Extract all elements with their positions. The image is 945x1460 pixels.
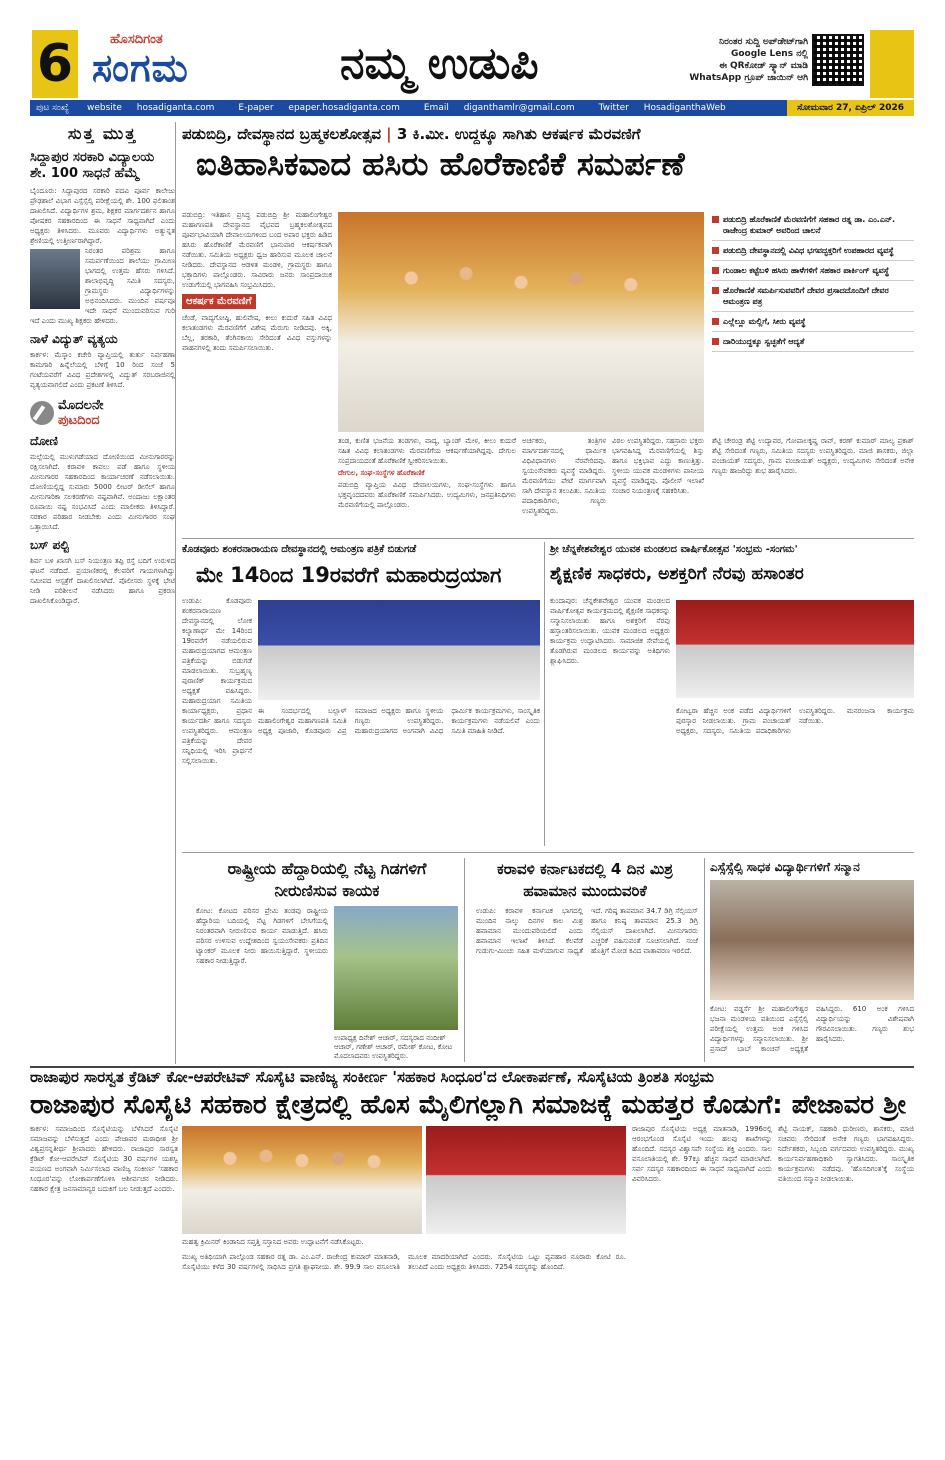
lead-headline[interactable]: ಐತಿಹಾಸಿಕವಾದ ಹಸಿರು ಹೊರೆಕಾಣಿಕೆ ಸಮರ್ಪಣೆ — [196, 145, 685, 183]
highlight-text: ಪಡುಬಿದ್ರಿ ದೇವಸ್ಥಾನದಲ್ಲಿ ವಿವಿಧ ಭಗವದ್ಭಕ್ತರಿಗೆ ಉಪಹಾರದ ವ್ಯವಸ್ಥೆ — [723, 246, 894, 255]
badge-line-1: ಮೊದಲನೇ — [58, 398, 104, 413]
qr-text-line: ನಿರಂತರ ಸುದ್ದಿ ಅಪ್‌ಡೇಟ್‌ಗಾಗಿ — [719, 37, 808, 47]
banner-headline[interactable]: ರಾಜಾಪುರ ಸೊಸೈಟಿ ಸಹಕಾರ ಕ್ಷೇತ್ರದಲ್ಲಿ ಹೊಸ ಮೈಲಿಗಲ್ಲಾಗಿ ಸಮಾಜಕ್ಕೆ ಮಹತ್ತರ ಕೊಡುಗೆ: ಪೇಜಾವರ ಶ್ರೀ — [30, 1090, 906, 1120]
story-a-headline[interactable]: ಮೇ 14ರಿಂದ 19ರವರೆಗೆ ಮಹಾರುದ್ರಯಾಗ — [196, 563, 502, 587]
story-a-body: ಉಡುಪಿ: ಕೊಡವೂರು ಶಂಕರನಾರಾಯಣ ದೇವಸ್ಥಾನದಲ್ಲಿ ಲೋಕ ಕಲ್ಯಾಣಾರ್ಥ ಮೇ 14ರಿಂದ 19ರವರೆಗೆ ನಡೆಯಲಿರುವ ಮಹಾರುದ್ರಯಾಗದ ಆಮಂತ್ರಣ ಪತ್ರಿಕೆಯನ್ನು ಬಿಡುಗಡೆ ಮಾಡಲಾಯಿತು. ಸುಬ್ರಹ್ಮಣ್ಯ ಪುರಾಣಿಕ್ ಕಾರ್ಯಕ್ರಮದ ಅಧ್ಯಕ್ಷತೆ ವಹಿಸಿದ್ದರು. ಮಹಾರುದ್ರಯಾಗ ಸಮಿತಿಯ ಕಾರ್ಯಾಧ್ಯಕ್ಷರು, ಪ್ರಧಾನ ಕಾರ್ಯದರ್ಶಿ ಹಾಗೂ ಸದಸ್ಯರು ಉಪಸ್ಥಿತರಿದ್ದರು. ಆಮಂತ್ರಣ ಪತ್ರಿಕೆಯನ್ನು ದೇವರ ಸನ್ನಿಧಿಯಲ್ಲಿ ಇರಿಸಿ ಪ್ರಾರ್ಥನೆ ಸಲ್ಲಿಸಲಾಯಿತು. — [182, 597, 252, 765]
portrait-photo — [30, 249, 80, 309]
website-link[interactable]: hosadiganta.com — [136, 103, 215, 113]
highlight-text: ದಾರಿಯುದ್ದಕ್ಕೂ ಸ್ವಚ್ಛತೆಗೆ ಆದ್ಯತೆ — [723, 337, 805, 346]
story-body: ಮಲ್ಪೆಯಲ್ಲಿ ಮುಳುಗಡೆಯಾದ ದೋಣಿಯಿಂದ ಮೀನುಗಾರರನ್ನು ರಕ್ಷಿಸಲಾಗಿದೆ. ಕರಾವಳಿ ಕಾವಲು ಪಡೆ ಹಾಗೂ ಸ್ಥಳೀಯ ಮೀನುಗಾರರ ಸಹಕಾರದಿಂದ ಕಾರ್ಯಾಚರಣೆ ನಡೆಸಲಾಯಿತು. ದೋಣಿಯಲ್ಲಿದ್ದ ಸುಮಾರು 5000 ಲೀಟರ್ ಡೀಸೆಲ್ ಹಾಗೂ ಮೀನುಗಾರಿಕಾ ಸಲಕರಣೆಗಳು ನಷ್ಟವಾಗಿವೆ. ಅಂದಾಜು ಲಕ್ಷಾಂತರ ರೂಪಾಯಿ ನಷ್ಟ ಸಂಭವಿಸಿದೆ ಎಂದು ಮಾಲೀಕರು ತಿಳಿಸಿದ್ದಾರೆ. ಸರಕಾರ ಪರಿಹಾರ ನೀಡಬೇಕು ಎಂದು ಮೀನುಗಾರರ ಸಂಘ ಒತ್ತಾಯಿಸಿದೆ. — [30, 453, 175, 531]
kicker-part: ಪಡುಬಿದ್ರಿ, ದೇವಸ್ಥಾನದ ಬ್ರಹ್ಮಕಲಶೋತ್ಸವ — [182, 125, 382, 143]
divider — [544, 542, 545, 846]
story-d-headline[interactable]: ಕರಾವಳಿ ಕರ್ನಾಟಕದಲ್ಲಿ 4 ದಿನ ಮಿಶ್ರ ಹವಾಮಾನ ಮುಂದುವರಿಕೆ — [496, 860, 674, 900]
pages-label: ಪುಟ ಸಂಖ್ಯೆ — [36, 103, 69, 113]
story-headline[interactable]: ಬಸ್ ಪಲ್ಟಿ — [30, 538, 69, 552]
story-e-body: ಕೋಟ: ವಡ್ಡರ್ಸೆ ಶ್ರೀ ಮಹಾಲಿಂಗೇಶ್ವರ ಭಜನಾ ಮಂಡಳಿಯ ವತಿಯಿಂದ ಎಸ್ಸೆಸ್ಸೆಲ್ಸಿ ಪರೀಕ್ಷೆಯಲ್ಲಿ ಉತ್ತಮ ಅಂಕ ಗಳಿಸಿದ ವಿದ್ಯಾರ್ಥಿಗಳನ್ನು ಸನ್ಮಾನಿಸಲಾಯಿತು. ಶ್ರೀ ಪ್ರಸಾದ್ ಬಾಬ್ ಕಾಂಚನ್ ಅಧ್ಯಕ್ಷತೆ ವಹಿಸಿದ್ದರು. 610 ಅಂಕ ಗಳಿಸಿದ ವಿದ್ಯಾರ್ಥಿಯನ್ನು ವಿಶೇಷವಾಗಿ ಗೌರವಿಸಲಾಯಿತು. ಗಣ್ಯರು ಶುಭ ಹಾರೈಸಿದರು. — [710, 1005, 914, 1053]
divider — [464, 858, 465, 1062]
lead-kicker: ಪಡುಬಿದ್ರಿ, ದೇವಸ್ಥಾನದ ಬ್ರಹ್ಮಕಲಶೋತ್ಸವ | 3 ಕಿ.ಮೀ. ಉದ್ದಕ್ಕೂ ಸಾಗಿತು ಆಕರ್ಷಕ ಮೆರವಣಿಗೆ — [182, 125, 641, 143]
qr-text-line: WhatsApp ಗ್ರೂಪ್ ಜಾಯಿನ್ ಆಗಿ — [689, 73, 808, 83]
divider — [182, 852, 914, 853]
story-b-body: ಕುಂದಾಪುರ: ಚೆನ್ನಕೇಶವೇಶ್ವರ ಯುವಕ ಮಂಡಲದ ವಾರ್ಷಿಕೋತ್ಸವ ಕಾರ್ಯಕ್ರಮದಲ್ಲಿ ಶೈಕ್ಷಣಿಕ ಸಾಧಕರನ್ನು ಸನ್ಮಾನಿಸಲಾಯಿತು ಹಾಗೂ ಅಶಕ್ತರಿಗೆ ನೆರವು ಹಸ್ತಾಂತರಿಸಲಾಯಿತು. ಯುವಕ ಮಂಡಲದ ಅಧ್ಯಕ್ಷರು ಕಾರ್ಯಕ್ರಮ ಉದ್ಘಾಟಿಸಿದರು. ಸಾಮಾಜಿಕ ಸೇವೆಯಲ್ಲಿ ತೊಡಗಿರುವ ಮಂಡಲದ ಕಾರ್ಯವನ್ನು ಅತಿಥಿಗಳು ಶ್ಲಾಘಿಸಿದರು. — [550, 597, 670, 665]
highlight-text: ಹೊರೆಕಾಣಿಕೆ ಸಮರ್ಪಿಸುವವರಿಗೆ ದೇವರ ಪ್ರಸಾದದೊಂದಿಗೆ ದೇವರ ಆಮಂತ್ರಣ ಪತ್ರ — [723, 286, 889, 306]
corner-tab — [870, 30, 914, 98]
bullet-square-icon — [712, 247, 719, 254]
story-e-headline[interactable]: ಎಸ್ಸೆಸ್ಸೆಲ್ಸಿ ಸಾಧಕ ವಿದ್ಯಾರ್ಥಿಗಳಿಗೆ ಸನ್ಮಾನ — [710, 860, 860, 874]
divider — [182, 538, 914, 539]
divider — [704, 858, 705, 1062]
lead-body-col5: ಶೆಟ್ಟಿ ಚೇರಂಡ್ರ ಶೆಟ್ಟಿ ಉದ್ಯಾವರ, ಗೋಪಾಲಕೃಷ್ಣ ರಾವ್, ಕರಣ್ ಕುಮಾರ್ ಮಾಲ್ಯ ಪ್ರಕಾಶ್ ಶೆಟ್ಟಿ ಸೇರಿದಂತೆ ಗಣ್ಯರು, ಸಮಿತಿಯ ಸದಸ್ಯರು ಉಪಸ್ಥಿತರಿದ್ದರು. ಮಾಜಿ ಶಾಸಕರು, ಜಿಲ್ಲಾ ಪಂಚಾಯತ್ ಸದಸ್ಯರು, ಗ್ರಾಮ ಪಂಚಾಯತ್ ಅಧ್ಯಕ್ಷರು, ಉದ್ಯಮಿಗಳು ಸೇರಿದಂತೆ ಅನೇಕ ಗಣ್ಯರು ಹಾಜರಿದ್ದು ಶುಭ ಹಾರೈಸಿದರು. — [712, 437, 914, 475]
brand-logo: ಸಂಗಮ — [92, 46, 189, 90]
lead-photo — [338, 212, 704, 432]
story-b-photo — [676, 600, 914, 698]
banner-body-4: ಶೆಟ್ಟಿ ನಾಯಕ್, ಸಹಕಾರಿ ಧುರೀಣರು, ಶಾಸಕರು, ಮಾಜಿ ಸಚಿವರು ಸೇರಿದಂತೆ ಅನೇಕ ಗಣ್ಯರು ಭಾಗವಹಿಸಿದ್ದರು. ನಿರ್ದೇಶಕರು, ಸಿಬ್ಬಂದಿ ವರ್ಗದವರು ಉಪಸ್ಥಿತರಿದ್ದರು. ಮುಖ್ಯ ಕಾರ್ಯನಿರ್ವಹಣಾಧಿಕಾರಿ ಸ್ವಾಗತಿಸಿದರು. ಸಾಂಸ್ಕೃತಿಕ ಕಾರ್ಯಕ್ರಮಗಳು ನಡೆದವು. 'ಹೊಸದಿಗಂತ'ಕ್ಕೆ ಸಂಸ್ಥೆಯ ವತಿಯಿಂದ ಸನ್ಮಾನ ನೀಡಲಾಯಿತು. — [778, 1125, 914, 1183]
paragraph: ಪಡುಬಿದ್ರಿ ವ್ಯಾಪ್ತಿಯ ವಿವಿಧ ದೇವಾಲಯಗಳು, ಸಂಘ-ಸಂಸ್ಥೆಗಳು ಹಾಗೂ ಭಕ್ತವೃಂದದವರು ಹೊರೆಕಾಣಿಕೆ ಸಮರ್ಪಿಸಿದರು. ಉದ್ಯಮಿಗಳು, ಜನಪ್ರತಿನಿಧಿಗಳು ಮೆರವಣಿಗೆಯಲ್ಲಿ ಪಾಲ್ಗೊಂಡರು. — [338, 481, 516, 509]
paragraph: ತಂಡ, ಕುಣಿತ ಭಜನೆಯ ತಂಡಗಳು, ವಾದ್ಯ, ಬ್ಯಾಂಡ್ ಮೇಳ, ಕೀಲು ಕುದುರೆ ಸಹಿತ ವಿವಿಧ ಕಲಾತಂಡಗಳು ಮೆರವಣಿಗೆಯ ಆಕರ್ಷಣೆಯಾಗಿದ್ದವು. ದೇಗುಲ ಸಂಪ್ರದಾಯದಂತೆ ಹೊರೆಕಾಣಿಕೆ ಸ್ವೀಕರಿಸಲಾಯಿತು. — [338, 437, 516, 465]
page-number: 6 — [32, 30, 78, 98]
badge-line-2: ಪುಟದಿಂದ — [58, 413, 100, 428]
issue-date: ಸೋಮವಾರ 27, ಏಪ್ರಿಲ್ 2026 — [787, 100, 914, 116]
story-c-headline[interactable]: ರಾಷ್ಟ್ರೀಯ ಹೆದ್ದಾರಿಯಲ್ಲಿ ನೆಟ್ಟ ಗಿಡಗಳಿಗೆ ನೀರುಣಿಸುವ ಕಾಯಕ — [227, 859, 427, 900]
highlight-text: ಗುಂಡಾಲ ಕಟ್ಟೆಬಳಿ ಹಸಿರು ಹಾಳೆಗಳಿಗೆ ಸಹಕಾರ ಪಾರ್ಕಿಂಗ್ ವ್ಯವಸ್ಥೆ — [723, 266, 890, 275]
story-a-kicker: ಕೊಡವೂರು ಶಂಕರನಾರಾಯಣ ದೇವಸ್ಥಾನದಲ್ಲಿ ಆಮಂತ್ರಣ ಪತ್ರಿಕೆ ಬಿಡುಗಡೆ — [182, 544, 417, 555]
bullet-square-icon — [712, 287, 719, 294]
bullet-square-icon — [712, 216, 719, 223]
paragraph: ಪಡುಬಿದ್ರಿ: ಇತಿಹಾಸ ಪ್ರಸಿದ್ಧ ಪಡುಬಿದ್ರಿ ಶ್ರೀ ಮಹಾಲಿಂಗೇಶ್ವರ ಮಹಾಗಣಪತಿ ದೇವಸ್ಥಾನದ ವೈಭವದ ಬ್ರಹ್ಮಕಲಶೋತ್ಸವದ ಪೂರ್ವಭಾವಿಯಾಗಿ ದೇವಾಲಯಗಳಿಂದ ಬಂದ ಅಪಾರ ಭಕ್ತರು ಹಿಡಿದ ಹಸಿರು ಹೊರೆಕಾಣಿಕೆ ಮೆರವಣಿಗೆ ಭಾನುವಾರ ಆಕರ್ಷಕವಾಗಿ ನಡೆಯಿತು. ಸಮಿತಿಯ ಅಧ್ಯಕ್ಷರು ಧ್ವಜ ಹಾರಿಸುವ ಮೂಲಕ ಚಾಲನೆ ನೀಡಿದರು. ದೇವಸ್ಥಾನದ ಆಡಳಿತ ಮಂಡಳಿ, ಗ್ರಾಮಸ್ಥರು ಹಾಗೂ ಭಕ್ತಾದಿಗಳು ಪಾಲ್ಗೊಂಡರು. ಸಾವಿರಾರು ಜನರು ಸಾಂಪ್ರದಾಯಿಕ ಉಡುಗೆಯಲ್ಲಿ ಭಾಗವಹಿಸಿ ಸಂಭ್ರಮಿಸಿದರು. — [182, 211, 332, 289]
story-body: ಶಿರ್ವ ಬಳಿ ಖಾಸಗಿ ಬಸ್ ನಿಯಂತ್ರಣ ತಪ್ಪಿ ರಸ್ತೆ ಬದಿಗೆ ಉರುಳಿದ ಘಟನೆ ನಡೆದಿದೆ. ಪ್ರಯಾಣಿಕರಲ್ಲಿ ಕೆಲವರಿಗೆ ಗಾಯಗಳಾಗಿದ್ದು ಸಮೀಪದ ಆಸ್ಪತ್ರೆಗೆ ದಾಖಲಿಸಲಾಗಿದೆ. ಪೊಲೀಸರು ಸ್ಥಳಕ್ಕೆ ಭೇಟಿ ನೀಡಿ ಪರಿಶೀಲನೆ ನಡೆಸಿದರು ಹಾಗೂ ಪ್ರಕರಣ ದಾಖಲಿಸಿಕೊಂಡಿದ್ದಾರೆ. — [30, 557, 175, 605]
twitter-link[interactable]: HosadiganthaWeb — [643, 103, 726, 113]
story-d-body: ಉಡುಪಿ: ಕರಾವಳಿ ಕರ್ನಾಟಕ ಭಾಗದಲ್ಲಿ ಮುಂದಿನ ನಾಲ್ಕು ದಿನಗಳ ಕಾಲ ಮಿಶ್ರ ಹವಾಮಾನ ಮುಂದುವರಿಯಲಿದೆ ಎಂದು ಹವಾಮಾನ ಇಲಾಖೆ ತಿಳಿಸಿದೆ. ಕೆಲವೆಡೆ ಗುಡುಗು-ಮಿಂಚು ಸಹಿತ ಮಳೆಯಾಗುವ ಸಾಧ್ಯತೆ ಇದೆ. ಗರಿಷ್ಠ ತಾಪಮಾನ 34.7 ಡಿಗ್ರಿ ಸೆಲ್ಸಿಯಸ್ ಹಾಗೂ ಕನಿಷ್ಠ ತಾಪಮಾನ 25.3 ಡಿಗ್ರಿ ಸೆಲ್ಸಿಯಸ್ ದಾಖಲಾಗಿದೆ. ಮೀನುಗಾರರು ಎಚ್ಚರಿಕೆ ವಹಿಸುವಂತೆ ಸೂಚಿಸಲಾಗಿದೆ. ಸಂಜೆ ಹೊತ್ತಿಗೆ ಮೋಡ ಕವಿದ ವಾತಾವರಣ ಇರಲಿದೆ. — [476, 907, 698, 955]
highlight-item — [712, 210, 914, 241]
story-e-photo — [710, 880, 914, 1000]
banner-caption: ಮಹತ್ವ ಕ್ರಿಮಿನರ್ ಕಿಂಡಾನಿದ ಸಪ್ತತ್ತಿ ಸಸ್ತಾನಿದ ಅವರು ಉದ್ಘಾಟನೆಗೆ ನಡೆಸಿಕೊಟ್ಟರು. — [182, 1238, 364, 1246]
bullet-square-icon — [712, 267, 719, 274]
banner-body-2: ಮುಖ್ಯ ಅತಿಥಿಯಾಗಿ ಪಾಲ್ಗೊಂಡ ಸಹಕಾರ ರತ್ನ ಡಾ. ಎಂ.ಎನ್. ರಾಜೇಂದ್ರ ಕುಮಾರ್ ಮಾತನಾಡಿ, ಸೊಸೈಟಿಯು ಕಳೆದ 30 ವರ್ಷಗಳಲ್ಲಿ ಸಾಧಿಸಿದ ಪ್ರಗತಿ ಶ್ಲಾಘನೀಯ. ಶೇ. 99.9 ಸಾಲ ವಸೂಲಾತಿ ಮೂಲಕ ಮಾದರಿಯಾಗಿದೆ ಎಂದರು. ಸೊಸೈಟಿಯ ಒಟ್ಟು ವ್ಯವಹಾರ ನೂರಾರು ಕೋಟಿ ರೂ. ತಲುಪಿದೆ ಎಂದು ಅಧ್ಯಕ್ಷರು ತಿಳಿಸಿದರು. 7254 ಸದಸ್ಯರನ್ನು ಹೊಂದಿದೆ. — [182, 1253, 626, 1271]
masthead — [0, 0, 945, 98]
highlight-item — [712, 261, 914, 281]
lead-highlights — [712, 210, 914, 352]
subhead: ಆಕರ್ಷಕ ಮೆರವಣಿಗೆ — [182, 294, 256, 309]
highlight-text: ಪಡುಬಿದ್ರಿ ಹೊರೆಕಾಣಿಕೆ ಮೆರವಣಿಗೆಗೆ ಸಹಕಾರ ರತ್ನ ಡಾ. ಎಂ.ಎನ್. ರಾಜೇಂದ್ರ ಕುಮಾರ್ ಅವರಿಂದ ಚಾಲನೆ — [723, 215, 896, 235]
banner-photo-1 — [182, 1126, 422, 1234]
qr-instructions — [668, 36, 808, 84]
story-c-caption: ಉಪಾಧ್ಯಕ್ಷ ದಿನೇಶ್ ಆಚಾರ್, ಸದಸ್ಯರಾದ ನಂದೀಶ್ ಆಚಾರ್, ಗಣೇಶ್ ಆಚಾರ್, ರಮೇಶ್ ಕೋಟ, ಕೋಟ ಮೊದಲಾದವರು ಉಪಸ್ಥಿತರಿದ್ದರು. — [334, 1034, 453, 1060]
story-headline[interactable]: ದೋಣಿ — [30, 434, 58, 448]
highlight-text: ಎಲ್ಲೆಲ್ಲೂ ಮಲ್ಲಿಗೆ, ಸೀರು ವ್ಯವಸ್ಥೆ — [723, 317, 806, 326]
story-body: ಬೈಂದೂರು: ಸಿದ್ದಾಪುರದ ಸರಕಾರಿ ಪದವಿ ಪೂರ್ವ ಕಾಲೇಜು ಪ್ರೌಢಶಾಲೆ ವಿಭಾಗ ಎಸ್ಸೆಸ್ಸೆಲ್ಸಿ ಪರೀಕ್ಷೆಯಲ್ಲಿ ಶೇ. 100 ಫಲಿತಾಂಶ ದಾಖಲಿಸಿದೆ. ವಿದ್ಯಾರ್ಥಿಗಳ ಶ್ರಮ, ಶಿಕ್ಷಕರ ಮಾರ್ಗದರ್ಶನ ಹಾಗೂ ಪೋಷಕರ ಸಹಕಾರದಿಂದ ಈ ಸಾಧನೆ ಸಾಧ್ಯವಾಗಿದೆ ಎಂದು ಅಧ್ಯಕ್ಷರು ತಿಳಿಸಿದರು. ಮೂವರು ವಿದ್ಯಾರ್ಥಿಗಳು ಅತ್ಯುನ್ನತ ಶ್ರೇಣಿಯಲ್ಲಿ ಉತ್ತೀರ್ಣರಾಗಿದ್ದಾರೆ. — [30, 187, 175, 245]
email-link[interactable]: diganthamlr@gmail.com — [463, 103, 575, 113]
story-b-headline[interactable]: ಶೈಕ್ಷಣಿಕ ಸಾಧಕರು, ಅಶಕ್ತರಿಗೆ ನೆರವು ಹಸಾಂತರ — [550, 564, 804, 584]
story-body: ನಿರಂತರ ಪರಿಶ್ರಮ ಹಾಗೂ ಸಮರ್ಪಣೆಯಿಂದ ಶಾಲೆಯು ಗ್ರಾಮೀಣ ಭಾಗದಲ್ಲಿ ಉತ್ತಮ ಹೆಸರು ಗಳಿಸಿದೆ. ಶಾಲಾಭಿವೃದ್ಧಿ ಸಮಿತಿ ಸದಸ್ಯರು, ಗ್ರಾಮಸ್ಥರು ವಿದ್ಯಾರ್ಥಿಗಳನ್ನು ಅಭಿನಂದಿಸಿದರು. ಮುಂದಿನ ವರ್ಷವೂ ಇದೇ ಸಾಧನೆ ಮುಂದುವರಿಸುವ ಗುರಿ ಇದೆ ಎಂದು ಮುಖ್ಯ ಶಿಕ್ಷಕರು ಹೇಳಿದರು. — [30, 247, 175, 325]
story-b-body-2: ಕೋಟ್ವರಾ ಹೆಚ್ಚಿನ ಅಂಕ ಪಡೆದ ವಿದ್ಯಾರ್ಥಿಗಳಿಗೆ ಪುರಸ್ಕಾರ ನೀಡಲಾಯಿತು. ಗ್ರಾಮ ಪಂಚಾಯತ್ ಅಧ್ಯಕ್ಷರು, ಸದಸ್ಯರು, ಸಮಿತಿಯ ಪದಾಧಿಕಾರಿಗಳು ಉಪಸ್ಥಿತರಿದ್ದರು. ಮನರಂಜನಾ ಕಾರ್ಯಕ್ರಮ ನಡೆಯಿತು. — [676, 707, 914, 735]
bullet-square-icon — [712, 318, 719, 325]
paragraph: ಚೆಂಡೆ, ವಾದ್ಯಗೋಷ್ಠಿ, ಹುಲಿವೇಷ, ಕೀಲು ಕುದುರೆ ಸಹಿತ ವಿವಿಧ ಕಲಾತಂಡಗಳು ಮೆರವಣಿಗೆಗೆ ವಿಶೇಷ ಮೆರುಗು ನೀಡಿದವು. ಅಕ್ಕಿ, ಬೆಲ್ಲ, ತರಕಾರಿ, ತೆಂಗಿನಕಾಯಿ ಸೇರಿದಂತೆ ವಿವಿಧ ವಸ್ತುಗಳನ್ನು ವಾಹನಗಳಲ್ಲಿ ತಂದು ಸಮರ್ಪಿಸಲಾಯಿತು. — [182, 314, 332, 352]
banner-kicker: ರಾಜಾಪುರ ಸಾರಸ್ವತ ಕ್ರೆಡಿಟ್ ಕೋ-ಆಪರೇಟಿವ್ ಸೊಸೈಟಿ ವಾಣಿಜ್ಯ ಸಂಕೀರ್ಣ 'ಸಹಕಾರ ಸಿಂಧೂರ'ದ ಲೋಕಾರ್ಪಣೆ, ಸೊಸೈಟಿಯ ತ್ರಿಂಶತಿ ಸಂಭ್ರಮ — [30, 1068, 715, 1086]
lead-body-col3: ಅರ್ಚಕರು, ತಂತ್ರಿಗಳ ಮಾರ್ಗದರ್ಶನದಲ್ಲಿ ಧಾರ್ಮಿಕ ವಿಧಿವಿಧಾನಗಳು ನೆರವೇರಿದವು. ಸ್ವಯಂಸೇವಕರು ವ್ಯವಸ್ಥೆ ಮಾಡಿದ್ದರು. ಮೆರವಣಿಗೆಯು ಪೇಟೆ ಮಾರ್ಗವಾಗಿ ಸಾಗಿ ದೇವಸ್ಥಾನ ತಲುಪಿತು. ಸಮಿತಿಯ ಪದಾಧಿಕಾರಿಗಳು, ಗಣ್ಯರು ಉಪಸ್ಥಿತರಿದ್ದರು. — [522, 437, 606, 515]
story-body: ಕಾರ್ಕಳ: ಮೆಸ್ಕಾಂ ಕಚೇರಿ ವ್ಯಾಪ್ತಿಯಲ್ಲಿ ತುರ್ತು ನಿರ್ವಹಣಾ ಕಾಮಗಾರಿ ಹಿನ್ನೆಲೆಯಲ್ಲಿ ಬೆಳಿಗ್ಗೆ 10 ರಿಂದ ಸಂಜೆ 5 ಗಂಟೆಯವರೆಗೆ ವಿವಿಧ ಪ್ರದೇಶಗಳಲ್ಲಿ ವಿದ್ಯುತ್ ಸರಬರಾಜಿನಲ್ಲಿ ವ್ಯತ್ಯಯವಾಗಲಿದೆ ಎಂದು ಪ್ರಕಟಣೆ ತಿಳಿಸಿದೆ. — [30, 351, 175, 389]
qr-code-icon[interactable] — [812, 34, 864, 86]
highlight-item — [712, 332, 914, 352]
email-label: Email — [423, 103, 449, 113]
epaper-link[interactable]: epaper.hosadiganta.com — [288, 103, 400, 113]
banner-body-1: ಕಾರ್ಕಳ: ಸಮಾಜದಿಂದ ಸೊಸೈಟಿಯನ್ನು ಬೆಳೆಸಿದರೆ ಸೊಸೈಟಿ ಸಮಾಜವನ್ನು ಬೆಳೆಸುತ್ತದೆ ಎಂದು ಪೇಜಾವರ ಮಠಾಧೀಶ ಶ್ರೀ ವಿಶ್ವಪ್ರಸನ್ನತೀರ್ಥ ಶ್ರೀಪಾದರು ಹೇಳಿದರು. ರಾಜಾಪುರ ಸಾರಸ್ವತ ಕ್ರೆಡಿಟ್ ಕೋ-ಆಪರೇಟಿವ್ ಸೊಸೈಟಿಯ 30 ವರ್ಷಗಳ ಯಶಸ್ವಿ ಪಯಣದ ಅಂಗವಾಗಿ ನಿರ್ಮಿಸಲಾದ ವಾಣಿಜ್ಯ ಸಂಕೀರ್ಣ 'ಸಹಕಾರ ಸಿಂಧೂರ'ವನ್ನು ಲೋಕಾರ್ಪಣೆಗೊಳಿಸಿ ಆಶೀರ್ವಚನ ನೀಡಿದರು. ಸಹಕಾರ ಕ್ಷೇತ್ರ ಜನಸಾಮಾನ್ಯರ ಬದುಕಿಗೆ ಬಲ ನೀಡುತ್ತದೆ ಎಂದರು. — [30, 1125, 178, 1193]
story-headline[interactable]: ನಾಳೆ ವಿದ್ಯುತ್ ವ್ಯತ್ಯಯ — [30, 332, 118, 346]
banner-body-3: ರಾಜಾಪುರ ಸೊಸೈಟಿಯ ಅಧ್ಯಕ್ಷ ಮಾತನಾಡಿ, 1996ರಲ್ಲಿ ಆರಂಭಗೊಂಡ ಸೊಸೈಟಿ ಇಂದು ಹಲವು ಶಾಖೆಗಳನ್ನು ಹೊಂದಿದೆ. ಸದಸ್ಯರ ವಿಶ್ವಾಸವೇ ಸಂಸ್ಥೆಯ ಶಕ್ತಿ ಎಂದರು. ಸಾಲ ವಸೂಲಾತಿಯಲ್ಲಿ ಶೇ. 97ಕ್ಕೂ ಹೆಚ್ಚಿನ ಸಾಧನೆ ಮಾಡಲಾಗಿದೆ. ಸರ್ವ ಸದಸ್ಯರ ಸಹಕಾರದಿಂದ ಈ ಸಾಧನೆ ಸಾಧ್ಯವಾಗಿದೆ ಎಂದು ವಿವರಿಸಿದರು. — [632, 1125, 772, 1183]
qr-text-line: ಈ QRಕೋಡ್ ಸ್ಕ್ಯಾನ್ ಮಾಡಿ — [719, 61, 808, 71]
qr-text-line: Google Lens ನಲ್ಲಿ — [730, 49, 808, 59]
twitter-label: Twitter — [598, 103, 629, 113]
subhead: ದೇಗುಲ, ಸಂಘ-ಸಂಸ್ಥೆಗಳ ಹೊರೆಕಾಣಿಕೆ — [338, 469, 425, 477]
story-b-kicker: ಶ್ರೀ ಚೆನ್ನಕೇಶವೇಶ್ವರ ಯುವಕ ಮಂಡಲದ ವಾರ್ಷಿಕೋತ್ಸವ 'ಸಂಭ್ರಮ -ಸಂಗಮ' — [550, 544, 798, 555]
epaper-label: E-paper — [238, 103, 274, 113]
story-c-photo — [334, 906, 458, 1030]
website-label: website — [86, 103, 122, 113]
story-c-body: ಕೋಟ: ಕೋಟದ ಪರಿಸರ ಪ್ರೇಮಿ ತಂಡವು ರಾಷ್ಟ್ರೀಯ ಹೆದ್ದಾರಿಯ ಬದಿಯಲ್ಲಿ ನೆಟ್ಟ ಗಿಡಗಳಿಗೆ ಬೇಸಿಗೆಯಲ್ಲಿ ನಿರಂತರವಾಗಿ ನೀರುಣಿಸುವ ಕಾರ್ಯ ಮಾಡುತ್ತಿದೆ. ಹಸಿರು ಪರಿಸರ ಉಳಿಸುವ ಉದ್ದೇಶದಿಂದ ಸ್ವಯಂಸೇವಕರು ಪ್ರತಿದಿನ ಟ್ಯಾಂಕರ್ ಮೂಲಕ ನೀರು ಹಾಯಿಸುತ್ತಿದ್ದಾರೆ. ಸ್ಥಳೀಯರು ಸಹಕಾರ ನೀಡುತ್ತಿದ್ದಾರೆ. — [196, 907, 328, 965]
column-logo: ಸುತ್ತ ಮುತ್ತ — [67, 124, 138, 143]
kicker-part: 3 ಕಿ.ಮೀ. ಉದ್ದಕ್ಕೂ ಸಾಗಿತು ಆಕರ್ಷಕ ಮೆರವಣಿಗೆ — [396, 125, 641, 143]
story-headline[interactable]: ಸಿದ್ದಾಪುರ ಸರಕಾರಿ ವಿದ್ಯಾಲಯ ಶೇ. 100 ಸಾಧನೆ ಹೆಮ್ಮೆ — [30, 150, 155, 181]
bullet-square-icon — [712, 338, 719, 345]
lead-body-col1 — [182, 210, 332, 530]
lead-body-col2 — [338, 436, 516, 530]
highlight-item — [712, 281, 914, 312]
pen-icon — [30, 401, 54, 425]
story-a-photo — [258, 600, 540, 700]
story-a-body-2: ಈ ಸಂದರ್ಭದಲ್ಲಿ ಬಲ್ಲಾಳ್ ಮಹಾಲಿಂಗೇಶ್ವರ ಮಹಾಗಣಪತಿ ಸಮಿತಿ ಅಧ್ಯಕ್ಷ ಪೂಜಾರಿ, ಕೊಡವೂರು ವಿಪ್ರ ಸಮಾಜದ ಅಧ್ಯಕ್ಷರು ಹಾಗೂ ಸ್ಥಳೀಯ ಗಣ್ಯರು ಉಪಸ್ಥಿತರಿದ್ದರು. ಮಹಾರುದ್ರಯಾಗದ ಅಂಗವಾಗಿ ವಿವಿಧ ಧಾರ್ಮಿಕ ಕಾರ್ಯಕ್ರಮಗಳು, ಸಾಂಸ್ಕೃತಿಕ ಕಾರ್ಯಕ್ರಮಗಳು ನಡೆಯಲಿವೆ ಎಂದು ಸಮಿತಿ ಮಾಹಿತಿ ನೀಡಿದೆ. — [258, 707, 540, 735]
highlight-item — [712, 312, 914, 332]
continued-badge — [30, 398, 175, 428]
lead-body-col4: ವಿಠಲ ಉಪಸ್ಥಿತರಿದ್ದರು. ಸಹಸ್ರಾರು ಭಕ್ತರು ಭಾಗವಹಿಸಿದ್ದ ಮೆರವಣಿಗೆಯಲ್ಲಿ ಶಿಸ್ತು ಹಾಗೂ ಭಕ್ತಿಭಾವ ಎದ್ದು ಕಾಣುತ್ತಿತ್ತು. ಸ್ಥಳೀಯ ಯುವಕ ಮಂಡಳಿಗಳು ಪಾನೀಯ ವ್ಯವಸ್ಥೆ ಮಾಡಿದ್ದವು. ಪೊಲೀಸ್ ಇಲಾಖೆ ಸಂಚಾರ ನಿಯಂತ್ರಣಕ್ಕೆ ಸಹಕರಿಸಿತು. — [612, 437, 704, 495]
brand-small: ಹೊಸದಿಗಂತ — [110, 32, 163, 47]
left-column — [30, 122, 176, 1064]
section-title: ನಮ್ಮ ಉಡುಪಿ — [340, 38, 539, 89]
highlight-item — [712, 241, 914, 261]
info-bar — [30, 100, 914, 116]
banner-photo-2 — [426, 1126, 626, 1234]
bullet-list — [712, 210, 914, 352]
